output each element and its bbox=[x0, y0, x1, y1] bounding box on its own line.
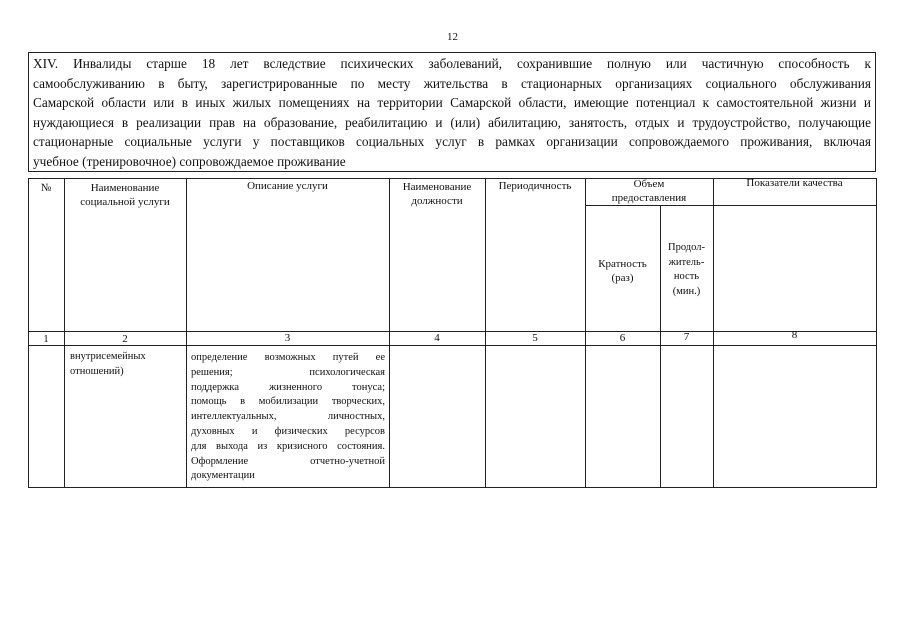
service-name-line: отношений) bbox=[70, 365, 124, 377]
header-duration bbox=[660, 241, 713, 299]
header-duration-line: Продол- bbox=[668, 242, 705, 253]
page-number: 12 bbox=[447, 31, 458, 43]
description-line: для выхода из кризисного состояния. bbox=[191, 440, 385, 452]
header-position bbox=[389, 180, 485, 208]
section-heading-line: учебное (тренировочное) сопровождаемое проживание bbox=[33, 153, 346, 169]
header-description: Описание услуги bbox=[247, 180, 328, 192]
description-cell bbox=[191, 351, 385, 484]
header-service-name bbox=[64, 181, 186, 209]
header-duration-line: (мин.) bbox=[672, 285, 701, 297]
header-periodicity: Периодичность bbox=[498, 180, 572, 192]
header-position-line: должности bbox=[411, 195, 463, 207]
column-number: 7 bbox=[683, 331, 690, 343]
column-number: 6 bbox=[619, 332, 626, 344]
header-quality-indicators: Показатели качества bbox=[746, 177, 843, 189]
header-multiplicity bbox=[585, 257, 660, 285]
description-line: документации bbox=[191, 470, 255, 482]
header-duration-line: ность bbox=[673, 271, 700, 282]
description-line: определение возможных путей ее bbox=[191, 352, 385, 363]
header-multiplicity-line: (раз) bbox=[611, 272, 634, 284]
header-multiplicity-line: Кратность bbox=[598, 258, 647, 270]
column-number: 3 bbox=[284, 332, 291, 344]
header-volume-line: Объем bbox=[633, 178, 665, 190]
header-service-name-line: социальной услуги bbox=[80, 196, 170, 208]
section-heading bbox=[28, 52, 876, 172]
description-line: поддержка жизненного тонуса; bbox=[191, 381, 385, 393]
table-bottom-border bbox=[28, 487, 877, 488]
section-heading-line: нуждающиеся в реализации прав на образование, реабилитацию и (или) абилитацию, занятость, отдых и трудоустройство, получающие bbox=[33, 114, 871, 130]
header-service-name-line: Наименование bbox=[90, 182, 160, 194]
column-number: 1 bbox=[43, 333, 49, 345]
service-name-cell bbox=[70, 350, 182, 380]
section-heading-line: стационарные социальные услуги у поставщиков социальных услуг в рамках организации сопровождаемого проживания, включая bbox=[33, 134, 871, 150]
description-line: интеллектуальных, личностных, bbox=[191, 411, 385, 423]
header-volume bbox=[585, 178, 713, 205]
table-right-border bbox=[876, 178, 877, 488]
section-heading-line: XIV. Инвалиды старше 18 лет вследствие психических заболеваний, сохранившие полную или частичную способность к bbox=[33, 56, 871, 71]
header-position-line: Наименование bbox=[402, 181, 472, 193]
service-name-line: внутрисемейных bbox=[70, 351, 146, 362]
header-number: № bbox=[40, 182, 52, 194]
section-heading-line: Самарской области или в иных жилых помещениях на территории Самарской области, имеющие потенциал к самостоятельной жизни и bbox=[33, 95, 871, 111]
column-number: 4 bbox=[434, 332, 440, 344]
column-number: 5 bbox=[532, 332, 538, 344]
description-line: решения; психологическая bbox=[191, 366, 385, 378]
section-heading-line: самообслуживанию в быту, зарегистрированные по месту жительства в стационарных организациях социального обслуживания bbox=[33, 75, 871, 91]
column-number: 8 bbox=[791, 329, 798, 341]
header-duration-line: житель- bbox=[668, 256, 705, 268]
description-line: помощь в мобилизации творческих, bbox=[191, 396, 385, 408]
document-table bbox=[28, 52, 879, 488]
description-line: духовных и физических ресурсов bbox=[191, 425, 385, 437]
description-line: Оформление отчетно-учетной bbox=[191, 455, 385, 467]
header-volume-line: предоставления bbox=[611, 191, 687, 204]
volume-subheader-border bbox=[585, 205, 877, 206]
column-number: 2 bbox=[122, 333, 128, 345]
